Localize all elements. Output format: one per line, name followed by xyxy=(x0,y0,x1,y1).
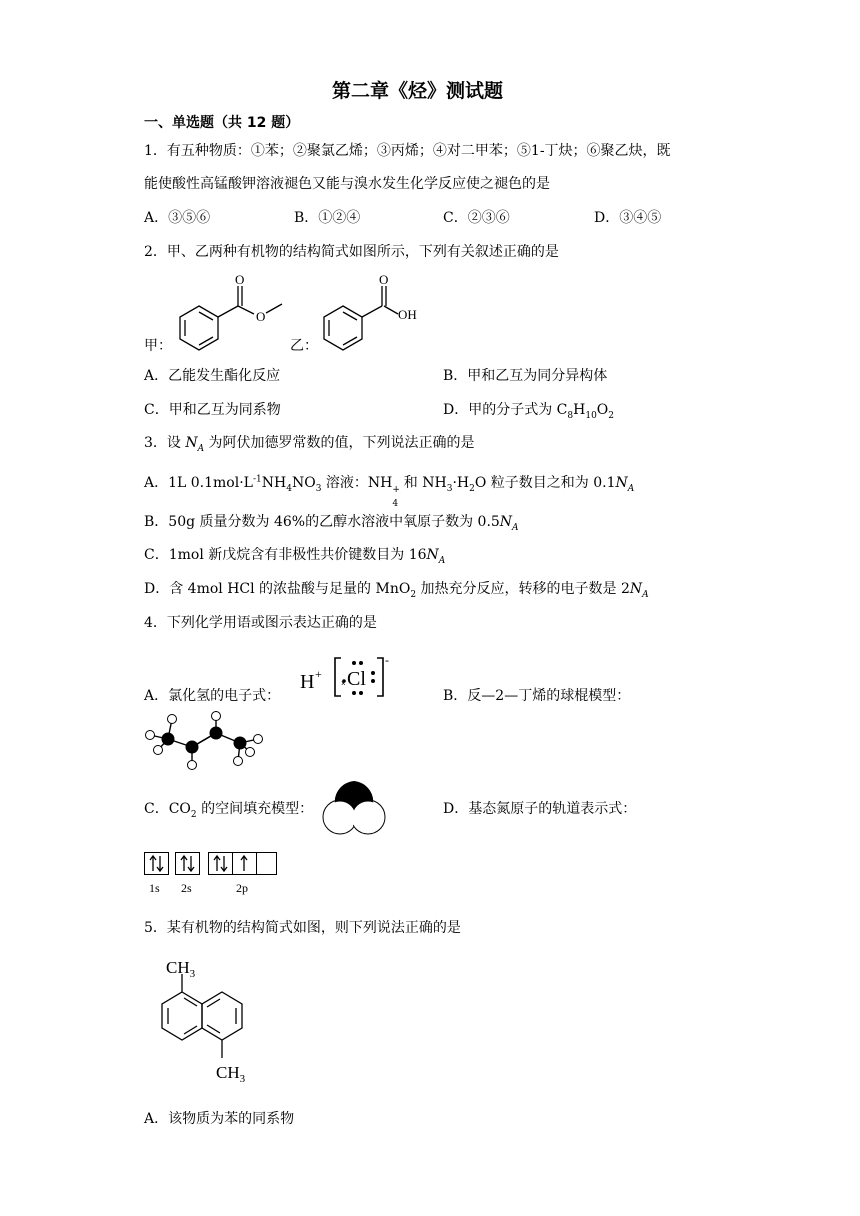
q5-option-a: A．该物质为苯的同系物 xyxy=(144,1111,295,1127)
hydroxyl-label: OH xyxy=(398,307,417,322)
q2-label-jia: 甲： xyxy=(144,338,172,354)
benzoic-acid-structure xyxy=(312,268,442,358)
q3-option-d: D．含 4mol HCl 的浓盐酸与足量的 MnO$_2$ 加热充分反应，转移的电子数是 $2N_A$ xyxy=(144,581,649,600)
q1-option-c: C．②③⑥ xyxy=(443,210,510,226)
minus-label: - xyxy=(385,653,389,667)
ester-o-label: O xyxy=(256,309,266,324)
methyl-top-label: $CH_3$ xyxy=(166,958,196,980)
methyl-benzoate-structure xyxy=(168,268,308,358)
cl-label: Cl xyxy=(347,668,366,690)
page-title: 第二章《烃》测试题 xyxy=(332,80,504,102)
co2-space-filling-model xyxy=(320,779,390,839)
q4-stem: 4．下列化学用语或图示表达正确的是 xyxy=(144,615,377,631)
q2-option-a: A．乙能发生酯化反应 xyxy=(144,368,281,384)
orbital-2p-label: 2p xyxy=(236,881,248,895)
orbital-2s-label: 2s xyxy=(181,881,192,895)
q1-stem-line1: 1．有五种物质：①苯；②聚氯乙烯；③丙烯；④对二甲苯；⑤1-丁炔；⑥聚乙炔，既 xyxy=(144,143,671,159)
q4-option-d: D．基态氮原子的轨道表示式： xyxy=(443,801,637,817)
q3-stem: 3．设 $N_A$ 为阿伏加德罗常数的值，下列说法正确的是 xyxy=(144,435,475,454)
q2-option-b: B．甲和乙互为同分异构体 xyxy=(443,368,608,384)
q3-option-b: B．50g 质量分数为 46%的乙醇水溶液中氧原子数为 $0.5N_A$ xyxy=(144,514,519,533)
q3-option-a: A．1L $0.1mol\cdot L^{-1}NH_4NO_3$ 溶液：NH + 4 和 $NH_3\cdot H_2O$ 粒子数目之和为 $0.1N_A$ xyxy=(144,474,635,509)
q1-option-b: B．①②④ xyxy=(294,210,361,226)
q2-label-yi: 乙： xyxy=(290,338,318,354)
trans-2-butene-ball-stick-model xyxy=(142,712,272,772)
q4-option-a: A．氯化氢的电子式： xyxy=(144,688,281,704)
nitrogen-orbital-diagram xyxy=(144,852,284,897)
hcl-electron-formula xyxy=(300,652,400,702)
q1-option-a: A．③⑤⑥ xyxy=(144,210,211,226)
svg-text:×: × xyxy=(341,679,346,688)
h-label: H xyxy=(300,671,315,693)
q4-option-b: B．反—2—丁烯的球棍模型： xyxy=(443,688,631,704)
q2-option-d: D．甲的分子式为 $C_8H_{10}O_2$ xyxy=(443,402,615,421)
dimethylnaphthalene-structure xyxy=(140,952,270,1092)
q1-option-d: D．③④⑤ xyxy=(594,210,662,226)
q5-stem: 5．某有机物的结构简式如图，则下列说法正确的是 xyxy=(144,920,461,936)
q2-stem: 2．甲、乙两种有机物的结构简式如图所示，下列有关叙述正确的是 xyxy=(144,244,559,260)
carbonyl-o-label: O xyxy=(379,272,389,287)
section-heading: 一、单选题（共 12 题） xyxy=(144,115,300,131)
carbonyl-o-label: O xyxy=(235,272,245,287)
q1-stem-line2: 能使酸性高锰酸钾溶液褪色又能与溴水发生化学反应使之褪色的是 xyxy=(144,176,550,192)
q2-option-c: C．甲和乙互为同系物 xyxy=(144,402,281,418)
h-plus-label: + xyxy=(315,667,322,681)
q4-option-c: C．$CO_2$ 的空间填充模型： xyxy=(144,801,314,820)
q3-option-c: C．1mol 新戊烷含有非极性共价键数目为 $16N_A$ xyxy=(144,547,446,566)
orbital-1s-label: 1s xyxy=(149,881,160,895)
methyl-bottom-label: $CH_3$ xyxy=(216,1063,246,1085)
